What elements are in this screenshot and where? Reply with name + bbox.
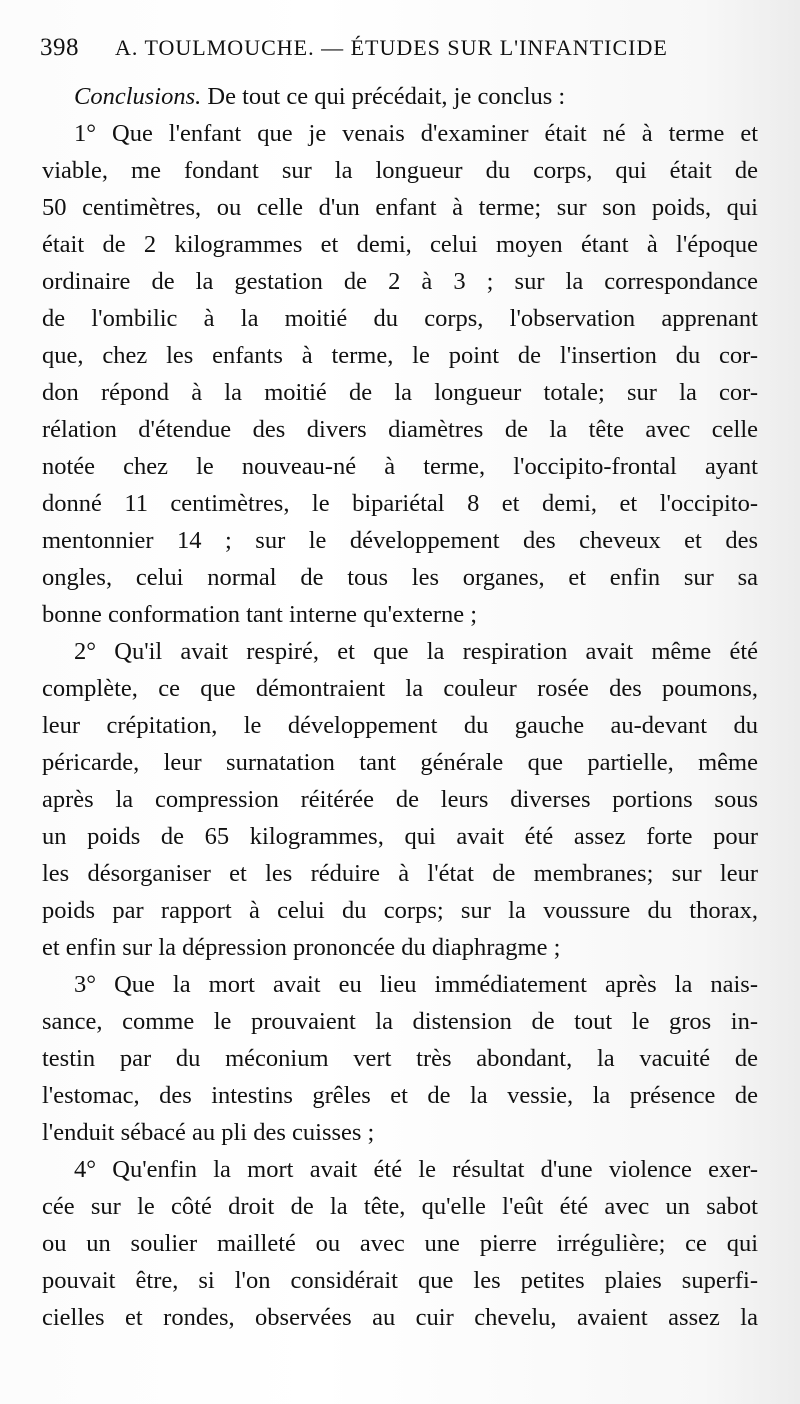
line-text: ou un soulier mailleté ou avec une pierre irrégulière; ce qui	[42, 1230, 758, 1257]
line-text: de l'ombilic à la moitié du corps, l'observation apprenant	[42, 305, 758, 332]
text-line	[42, 1225, 758, 1262]
text-line	[42, 633, 758, 670]
line-text: et enfin sur la dépression prononcée du diaphragme ;	[42, 934, 561, 961]
text-line	[42, 818, 758, 855]
line-text: après la compression réitérée de leurs diverses portions sous	[42, 786, 758, 813]
running-title: A. TOULMOUCHE. — ÉTUDES SUR L'INFANTICIDE	[115, 35, 668, 60]
text-line	[42, 1114, 758, 1151]
text-line	[42, 522, 758, 559]
running-header	[40, 34, 760, 70]
text-line	[42, 337, 758, 374]
text-line	[42, 485, 758, 522]
line-text: sance, comme le prouvaient la distension de tout le gros in-	[42, 1008, 758, 1035]
text-line	[42, 1299, 758, 1336]
text-line	[42, 78, 758, 115]
line-text: complète, ce que démontraient la couleur rosée des poumons,	[42, 675, 758, 702]
line-text: 4° Qu'enfin la mort avait été le résultat d'une violence exer-	[74, 1156, 758, 1183]
text-line	[42, 855, 758, 892]
line-text: bonne conformation tant interne qu'externe ;	[42, 601, 478, 628]
text-line	[42, 781, 758, 818]
text-line	[42, 189, 758, 226]
text-line	[42, 1151, 758, 1188]
line-text: cée sur le côté droit de la tête, qu'elle l'eût été avec un sabot	[42, 1193, 758, 1220]
line-text: que, chez les enfants à terme, le point de l'insertion du cor-	[42, 342, 758, 369]
text-line	[42, 670, 758, 707]
line-text: poids par rapport à celui du corps; sur la voussure du thorax,	[42, 897, 758, 924]
text-line	[42, 559, 758, 596]
line-text: testin par du méconium vert très abondant, la vacuité de	[42, 1045, 758, 1072]
line-text: rélation d'étendue des divers diamètres de la tête avec celle	[42, 416, 758, 443]
text-line	[42, 596, 758, 633]
text-line	[42, 892, 758, 929]
text-line	[42, 966, 758, 1003]
line-text: notée chez le nouveau-né à terme, l'occipito-frontal ayant	[42, 453, 758, 480]
text-line	[42, 115, 758, 152]
text-line	[42, 1188, 758, 1225]
text-line	[42, 1262, 758, 1299]
line-text: pouvait être, si l'on considérait que les petites plaies superfi-	[42, 1267, 758, 1294]
text-line	[42, 152, 758, 189]
text-line	[42, 263, 758, 300]
line-text: ongles, celui normal de tous les organes, et enfin sur sa	[42, 564, 758, 591]
line-text: 2° Qu'il avait respiré, et que la respiration avait même été	[74, 638, 758, 665]
text-line	[42, 374, 758, 411]
text-line	[42, 411, 758, 448]
line-text: 1° Que l'enfant que je venais d'examiner était né à terme et	[74, 120, 758, 147]
text-line	[42, 929, 758, 966]
line-text: un poids de 65 kilogrammes, qui avait été assez forte pour	[42, 823, 758, 850]
line-text: cielles et rondes, observées au cuir chevelu, avaient assez la	[42, 1304, 758, 1331]
section-lead: Conclusions.	[74, 83, 202, 110]
text-line	[42, 707, 758, 744]
line-text: viable, me fondant sur la longueur du corps, qui était de	[42, 157, 758, 184]
text-line	[42, 448, 758, 485]
line-text: De tout ce qui précédait, je conclus :	[201, 83, 566, 110]
line-text: l'enduit sébacé au pli des cuisses ;	[42, 1119, 375, 1146]
line-text: péricarde, leur surnatation tant générale que partielle, même	[42, 749, 758, 776]
text-line	[42, 744, 758, 781]
line-text: était de 2 kilogrammes et demi, celui moyen étant à l'époque	[42, 231, 758, 258]
line-text: les désorganiser et les réduire à l'état de membranes; sur leur	[42, 860, 758, 887]
line-text: leur crépitation, le développement du gauche au-devant du	[42, 712, 758, 739]
text-line	[42, 1040, 758, 1077]
text-line	[42, 300, 758, 337]
line-text: ordinaire de la gestation de 2 à 3 ; sur la correspondance	[42, 268, 758, 295]
line-text: donné 11 centimètres, le bipariétal 8 et demi, et l'occipito-	[42, 490, 758, 517]
text-line	[42, 1077, 758, 1114]
line-text: don répond à la moitié de la longueur totale; sur la cor-	[42, 379, 758, 406]
text-line	[42, 226, 758, 263]
line-text: 50 centimètres, ou celle d'un enfant à terme; sur son poids, qui	[42, 194, 758, 221]
text-line	[42, 1003, 758, 1040]
line-text: mentonnier 14 ; sur le développement des cheveux et des	[42, 527, 758, 554]
body-text	[42, 78, 758, 1336]
line-text: 3° Que la mort avait eu lieu immédiatement après la nais-	[74, 971, 758, 998]
line-text: l'estomac, des intestins grêles et de la vessie, la présence de	[42, 1082, 758, 1109]
page-number: 398	[40, 34, 79, 61]
